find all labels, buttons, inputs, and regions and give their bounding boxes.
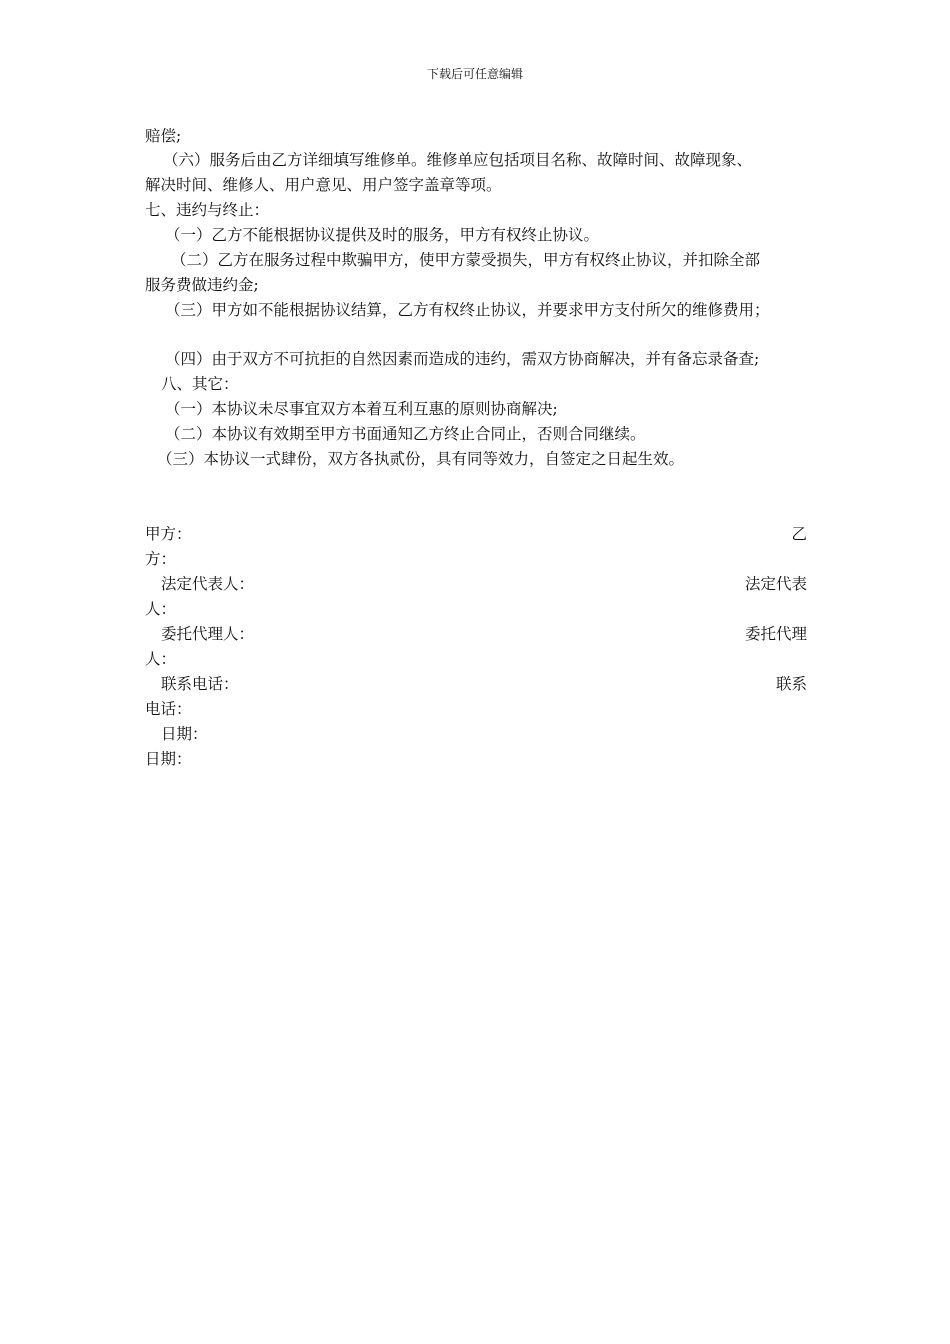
body-line: 解决时间、维修人、用户意见、用户签字盖章等项。 bbox=[145, 176, 502, 194]
body-line: （一）乙方不能根据协议提供及时的服务，甲方有权终止协议。 bbox=[165, 226, 600, 244]
date-a-label: 日期： bbox=[161, 725, 208, 743]
phone-b-label-end: 电话： bbox=[145, 700, 192, 718]
section-heading: 七、违约与终止： bbox=[145, 201, 270, 219]
phone-b-label-start: 联系 bbox=[775, 675, 807, 693]
party-b-label-end: 方： bbox=[145, 550, 177, 568]
section-heading: 八、其它： bbox=[161, 375, 239, 393]
body-line: 服务费做违约金; bbox=[145, 276, 259, 294]
body-line: 赔偿; bbox=[145, 127, 182, 145]
date-b-label: 日期： bbox=[145, 750, 192, 768]
party-a-label: 甲方： bbox=[145, 525, 192, 543]
legal-rep-b-label-end: 人： bbox=[145, 600, 177, 618]
body-line: （一）本协议未尽事宜双方本着互利互惠的原则协商解决; bbox=[165, 400, 558, 418]
body-line: （二）乙方在服务过程中欺骗甲方，使甲方蒙受损失，甲方有权终止协议，并扣除全部 bbox=[171, 251, 761, 269]
party-b-label-start: 乙 bbox=[791, 525, 807, 543]
body-line: （四）由于双方不可抗拒的自然因素而造成的违约，需双方协商解决，并有备忘录备查; bbox=[165, 350, 760, 368]
page-header-note: 下载后可任意编辑 bbox=[426, 67, 523, 81]
body-line: （三）本协议一式肆份，双方各执贰份，具有同等效力，自签定之日起生效。 bbox=[157, 450, 685, 468]
agent-b-label-end: 人： bbox=[145, 650, 177, 668]
agent-b-label-start: 委托代理 bbox=[744, 625, 807, 643]
phone-a-label: 联系电话： bbox=[161, 675, 239, 693]
legal-rep-b-label-start: 法定代表 bbox=[744, 575, 807, 593]
body-line: （六）服务后由乙方详细填写维修单。维修单应包括项目名称、故障时间、故障现象、 bbox=[163, 151, 753, 169]
body-line: （二）本协议有效期至甲方书面通知乙方终止合同止，否则合同继续。 bbox=[165, 425, 646, 443]
agent-a-label: 委托代理人： bbox=[161, 625, 255, 643]
body-line: （三）甲方如不能根据协议结算，乙方有权终止协议，并要求甲方支付所欠的维修费用； bbox=[165, 301, 770, 319]
legal-rep-a-label: 法定代表人： bbox=[161, 575, 255, 593]
